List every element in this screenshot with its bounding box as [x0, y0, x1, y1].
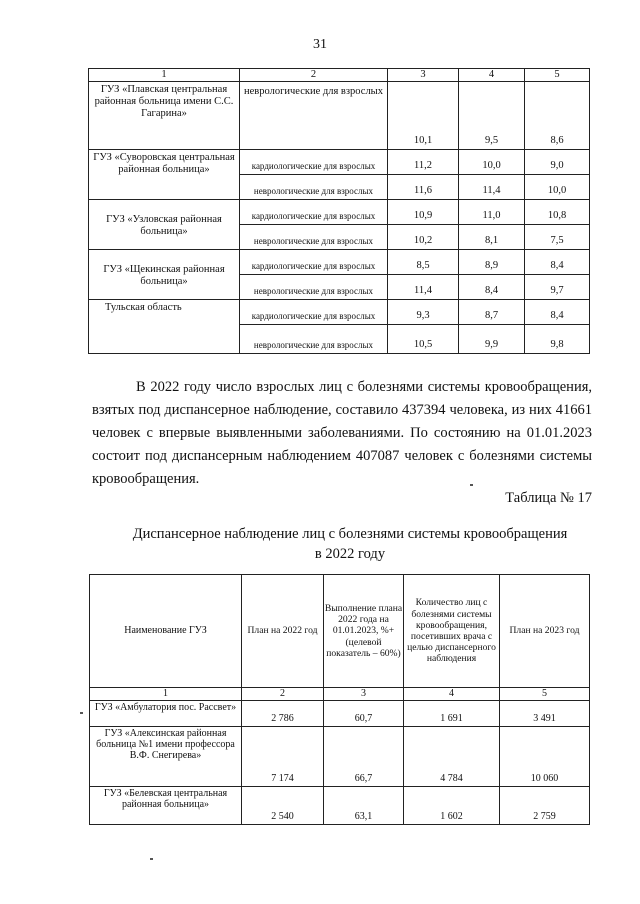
value-cell: 9,5 — [459, 82, 525, 150]
column-number: 2 — [242, 688, 324, 701]
value-cell: 11,6 — [388, 175, 459, 200]
scan-speck — [470, 484, 473, 486]
header-cell: 1 — [89, 69, 240, 82]
value-cell: 10,1 — [388, 82, 459, 150]
hospital-mortality-table — [88, 68, 590, 354]
hospital-name: ГУЗ «Суворовская центральная районная больница» — [89, 150, 240, 200]
header-cell: 4 — [459, 69, 525, 82]
column-number: 3 — [324, 688, 404, 701]
category-label: кардиологические для взрослых — [240, 250, 388, 275]
value-cell: 9,3 — [388, 300, 459, 325]
table-header-row — [89, 69, 590, 82]
value-cell: 8,1 — [459, 225, 525, 250]
value-cell: 10,5 — [388, 325, 459, 354]
table-row — [89, 200, 590, 225]
column-number: 4 — [404, 688, 500, 701]
percent-cell: 66,7 — [324, 727, 404, 787]
header-cell: Выполнение плана 2022 года на 01.01.2023, %+ (целевой показатель – 60%) — [324, 575, 404, 688]
category-label: кардиологические для взрослых — [240, 200, 388, 225]
percent-cell: 60,7 — [324, 701, 404, 727]
header-cell: Наименование ГУЗ — [90, 575, 242, 688]
hospital-name: ГУЗ «Плавская центральная районная больница имени С.С. Гагарина» — [89, 82, 240, 150]
title-line-2: в 2022 году — [314, 546, 386, 562]
region-name: Тульская область — [89, 300, 240, 354]
table-row — [89, 250, 590, 275]
value-cell: 8,6 — [525, 82, 590, 150]
scan-speck — [150, 858, 153, 860]
title-line-1: Диспансерное наблюдение лиц с болезнями системы кровообращения — [132, 526, 568, 542]
table-row — [89, 82, 590, 150]
table-row — [89, 300, 590, 325]
value-cell: 10,0 — [459, 150, 525, 175]
count-cell: 4 784 — [404, 727, 500, 787]
page-number: 31 — [313, 37, 327, 52]
header-cell: 2 — [240, 69, 388, 82]
plan-2022-cell: 2 540 — [242, 787, 324, 825]
value-cell: 7,5 — [525, 225, 590, 250]
table-row — [90, 787, 590, 825]
column-number: 1 — [90, 688, 242, 701]
table-header-row — [90, 575, 590, 688]
hospital-name: ГУЗ «Узловская районная больница» — [89, 200, 240, 250]
category-label: кардиологические для взрослых — [240, 150, 388, 175]
header-cell: 5 — [525, 69, 590, 82]
plan-2023-cell: 10 060 — [500, 727, 590, 787]
category-label: неврологические для взрослых — [240, 82, 388, 150]
value-cell: 10,2 — [388, 225, 459, 250]
hospital-name: ГУЗ «Алексинская районная больница №1 имени профессора В.Ф. Снегирева» — [90, 727, 242, 787]
table-title — [0, 524, 640, 564]
plan-2023-cell: 3 491 — [500, 701, 590, 727]
hospital-name: ГУЗ «Белевская центральная районная больница» — [90, 787, 242, 825]
value-cell: 10,0 — [525, 175, 590, 200]
value-cell: 8,9 — [459, 250, 525, 275]
paragraph-text: В 2022 году число взрослых лиц с болезнями системы кровообращения, взятых под диспансерное наблюдение, составило 437394 человека, из них 41661 человек с впервые выявленными заболеваниями. По состоянию на 01.01.2023 состоит под диспансерным наблюдением 407087 человек с болезнями системы кровообращения. — [92, 379, 592, 487]
body-paragraph — [92, 376, 592, 491]
plan-2022-cell: 7 174 — [242, 727, 324, 787]
percent-cell: 63,1 — [324, 787, 404, 825]
category-label: неврологические для взрослых — [240, 175, 388, 200]
plan-2022-cell: 2 786 — [242, 701, 324, 727]
count-cell: 1 602 — [404, 787, 500, 825]
value-cell: 11,2 — [388, 150, 459, 175]
header-cell: План на 2023 год — [500, 575, 590, 688]
value-cell: 10,9 — [388, 200, 459, 225]
table-label: Таблица № 17 — [505, 490, 592, 506]
value-cell: 11,0 — [459, 200, 525, 225]
value-cell: 8,4 — [459, 275, 525, 300]
count-cell: 1 691 — [404, 701, 500, 727]
table-row — [90, 701, 590, 727]
column-number-row — [90, 688, 590, 701]
dispensary-observation-table — [89, 574, 590, 825]
value-cell: 9,8 — [525, 325, 590, 354]
header-cell: План на 2022 год — [242, 575, 324, 688]
hospital-name: ГУЗ «Амбулатория пос. Рассвет» — [90, 701, 242, 727]
category-label: неврологические для взрослых — [240, 225, 388, 250]
value-cell: 8,4 — [525, 250, 590, 275]
plan-2023-cell: 2 759 — [500, 787, 590, 825]
category-label: неврологические для взрослых — [240, 325, 388, 354]
value-cell: 8,4 — [525, 300, 590, 325]
value-cell: 9,9 — [459, 325, 525, 354]
value-cell: 11,4 — [388, 275, 459, 300]
header-cell: 3 — [388, 69, 459, 82]
category-label: неврологические для взрослых — [240, 275, 388, 300]
value-cell: 8,5 — [388, 250, 459, 275]
value-cell: 8,7 — [459, 300, 525, 325]
category-label: кардиологические для взрослых — [240, 300, 388, 325]
header-cell: Количество лиц с болезнями системы кровообращения, посетивших врача с целью диспансерного наблюдения — [404, 575, 500, 688]
table-row — [90, 727, 590, 787]
column-number: 5 — [500, 688, 590, 701]
scan-speck — [80, 712, 83, 714]
value-cell: 9,0 — [525, 150, 590, 175]
value-cell: 10,8 — [525, 200, 590, 225]
hospital-name: ГУЗ «Щекинская районная больница» — [89, 250, 240, 300]
value-cell: 9,7 — [525, 275, 590, 300]
table-row — [89, 150, 590, 175]
value-cell: 11,4 — [459, 175, 525, 200]
